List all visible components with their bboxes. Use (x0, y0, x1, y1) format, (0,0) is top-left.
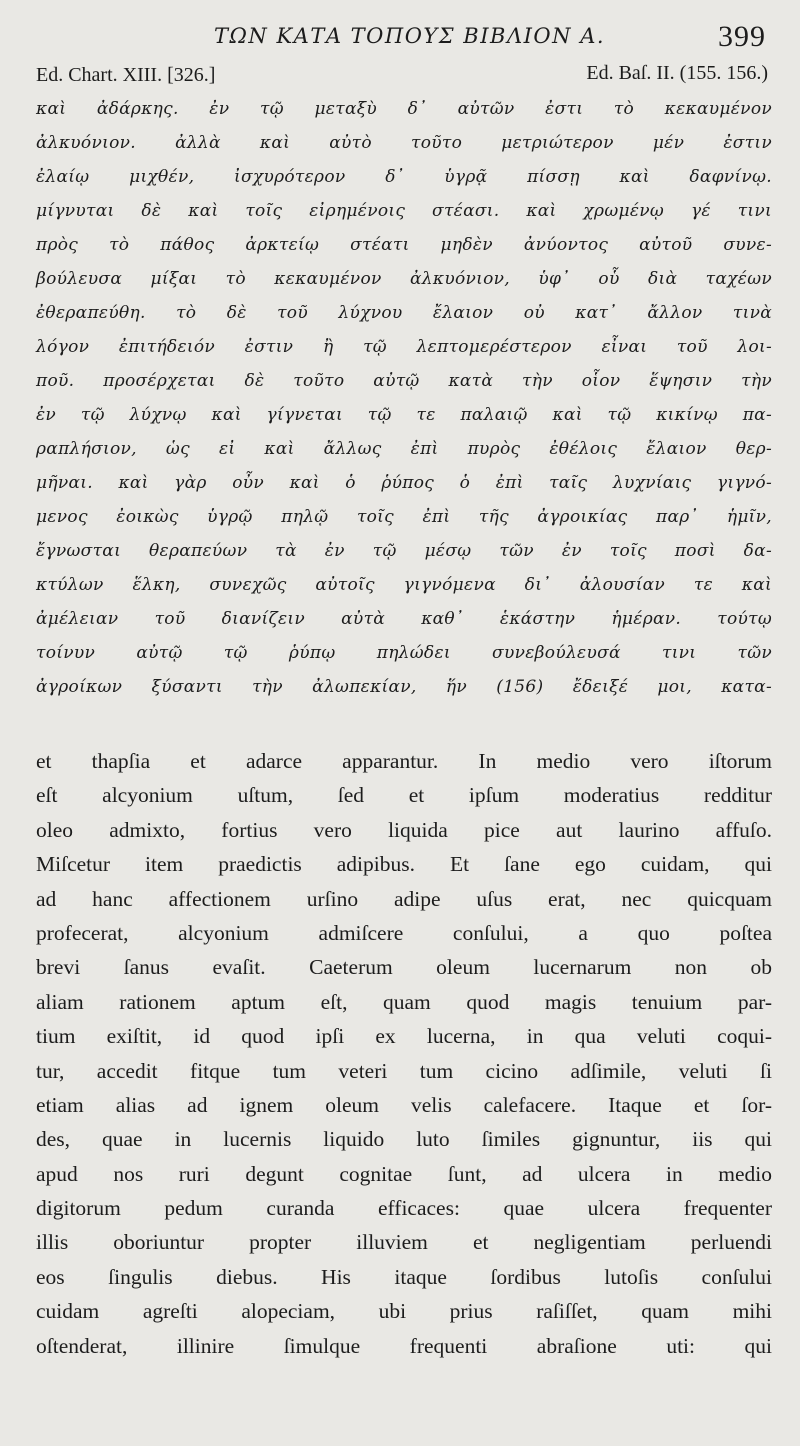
greek-line: ποῦ. προσέρχεται δὲ τοῦτο αὐτῷ κατὰ τὴν οἷον ἕψησιν τὴν (36, 371, 772, 391)
running-title: ΤΩΝ ΚΑΤΑ ΤΟΠΟΥΣ ΒΙΒΛΙΟΝ Α. (214, 24, 606, 48)
greek-line: καὶ ἀδάρκης. ἐν τῷ μεταξὺ δ᾽ αὐτῶν ἐστι τὸ κεκαυμένον (36, 99, 772, 119)
latin-line: cuidam agreſti alopeciam, ubi prius raſiſſet, quam mihi (36, 1299, 772, 1324)
greek-line: ἐλαίῳ μιχθέν, ἰσχυρότερον δ᾽ ὑγρᾷ πίσσῃ καὶ δαφνίνῳ. (36, 167, 772, 187)
greek-line: ἔγνωσται θεραπεύων τὰ ἐν τῷ μέσῳ τῶν ἐν τοῖς ποσὶ δα- (36, 541, 772, 561)
latin-line: brevi ſanus evaſit. Caeterum oleum lucernarum non ob (36, 955, 772, 980)
latin-line: oleo admixto, fortius vero liquida pice aut laurino affuſo. (36, 817, 772, 842)
latin-line: digitorum pedum curanda efficaces: quae ulcera frequenter (36, 1196, 772, 1221)
greek-line: μῆναι. καὶ γὰρ οὖν καὶ ὁ ῥύπος ὁ ἐπὶ ταῖς λυχνίαις γιγνό- (36, 473, 772, 493)
latin-line: ad hanc affectionem urſino adipe uſus erat, nec quicquam (36, 886, 772, 911)
greek-line: ἐν τῷ λύχνῳ καὶ γίγνεται τῷ τε παλαιῷ καὶ τῷ κικίνῳ πα- (36, 405, 772, 425)
greek-line: μίγνυται δὲ καὶ τοῖς εἰρημένοις στέασι. καὶ χρωμένῳ γέ τινι (36, 201, 772, 221)
greek-line: βούλευσα μίξαι τὸ κεκαυμένον ἀλκυόνιον, ὑφ᾽ οὗ διὰ ταχέων (36, 269, 772, 289)
greek-text-block (36, 92, 772, 704)
latin-text-block (36, 744, 772, 1363)
latin-line: eſt alcyonium uſtum, ſed et ipſum moderatius redditur (36, 783, 772, 808)
running-head (36, 0, 772, 58)
greek-line: πρὸς τὸ πάθος ἀρκτείῳ στέατι μηδὲν ἀνύοντος αὐτοῦ συνε- (36, 235, 772, 255)
latin-line: eos ſingulis diebus. His itaque ſordibus lutoſis conſului (36, 1264, 772, 1289)
edition-basel-ref: Ed. Baſ. II. (155. 156.) (586, 62, 768, 84)
latin-line: tium exiſtit, id quod ipſi ex lucerna, in qua veluti coqui- (36, 1024, 772, 1049)
latin-line: illis oboriuntur propter illuviem et negligentiam perluendi (36, 1230, 772, 1255)
greek-line: ἀγροίκων ξύσαντι τὴν ἀλωπεκίαν, ἥν (156) ἔδειξέ μοι, κατα- (36, 677, 772, 697)
greek-line: ἀμέλειαν τοῦ διανίζειν αὐτὰ καθ᾽ ἑκάστην ἡμέραν. τούτῳ (36, 609, 772, 629)
latin-line: aliam rationem aptum eſt, quam quod magis tenuium par- (36, 989, 772, 1014)
latin-line: oſtenderat, illinire ſimulque frequenti abraſione uti: qui (36, 1333, 772, 1358)
greek-line: λόγον ἐπιτήδειόν ἐστιν ἢ τῷ λεπτομερέστερον εἶναι τοῦ λοι- (36, 337, 772, 357)
edition-reference-line (36, 58, 772, 92)
column-gap (36, 704, 772, 744)
page-number: 399 (718, 20, 766, 53)
latin-line: profecerat, alcyonium admiſcere conſului, a quo poſtea (36, 920, 772, 945)
greek-line: τοίνυν αὐτῷ τῷ ῥύπῳ πηλώδει συνεβούλευσά τινι τῶν (36, 643, 772, 663)
greek-line: ἐθεραπεύθη. τὸ δὲ τοῦ λύχνου ἔλαιον οὐ κατ᾽ ἄλλον τινὰ (36, 303, 772, 323)
greek-line: ἀλκυόνιον. ἀλλὰ καὶ αὐτὸ τοῦτο μετριώτερον μέν ἐστιν (36, 133, 772, 153)
latin-line: et thapſia et adarce apparantur. In medio vero iſtorum (36, 749, 772, 773)
latin-line: des, quae in lucernis liquido luto ſimiles gignuntur, iis qui (36, 1127, 772, 1152)
latin-line: apud nos ruri degunt cognitae ſunt, ad ulcera in medio (36, 1161, 772, 1186)
latin-line: Miſcetur item praedictis adipibus. Et ſane ego cuidam, qui (36, 852, 772, 877)
latin-line: etiam alias ad ignem oleum velis calefacere. Itaque et ſor- (36, 1092, 772, 1117)
greek-line: κτύλων ἕλκη, συνεχῶς αὐτοῖς γιγνόμενα δι᾽ ἀλουσίαν τε καὶ (36, 575, 772, 595)
greek-line: ραπλήσιον, ὡς εἰ καὶ ἄλλως ἐπὶ πυρὸς ἐθέλοις ἔλαιον θερ- (36, 439, 772, 459)
edition-chart-ref: Ed. Chart. XIII. [326.] (36, 64, 216, 86)
latin-line: tur, accedit fitque tum veteri tum cicino adſimile, veluti ſi (36, 1058, 772, 1083)
greek-line: μενος ἐοικὼς ὑγρῷ πηλῷ τοῖς ἐπὶ τῆς ἀγροικίας παρ᾽ ἡμῖν, (36, 507, 772, 527)
